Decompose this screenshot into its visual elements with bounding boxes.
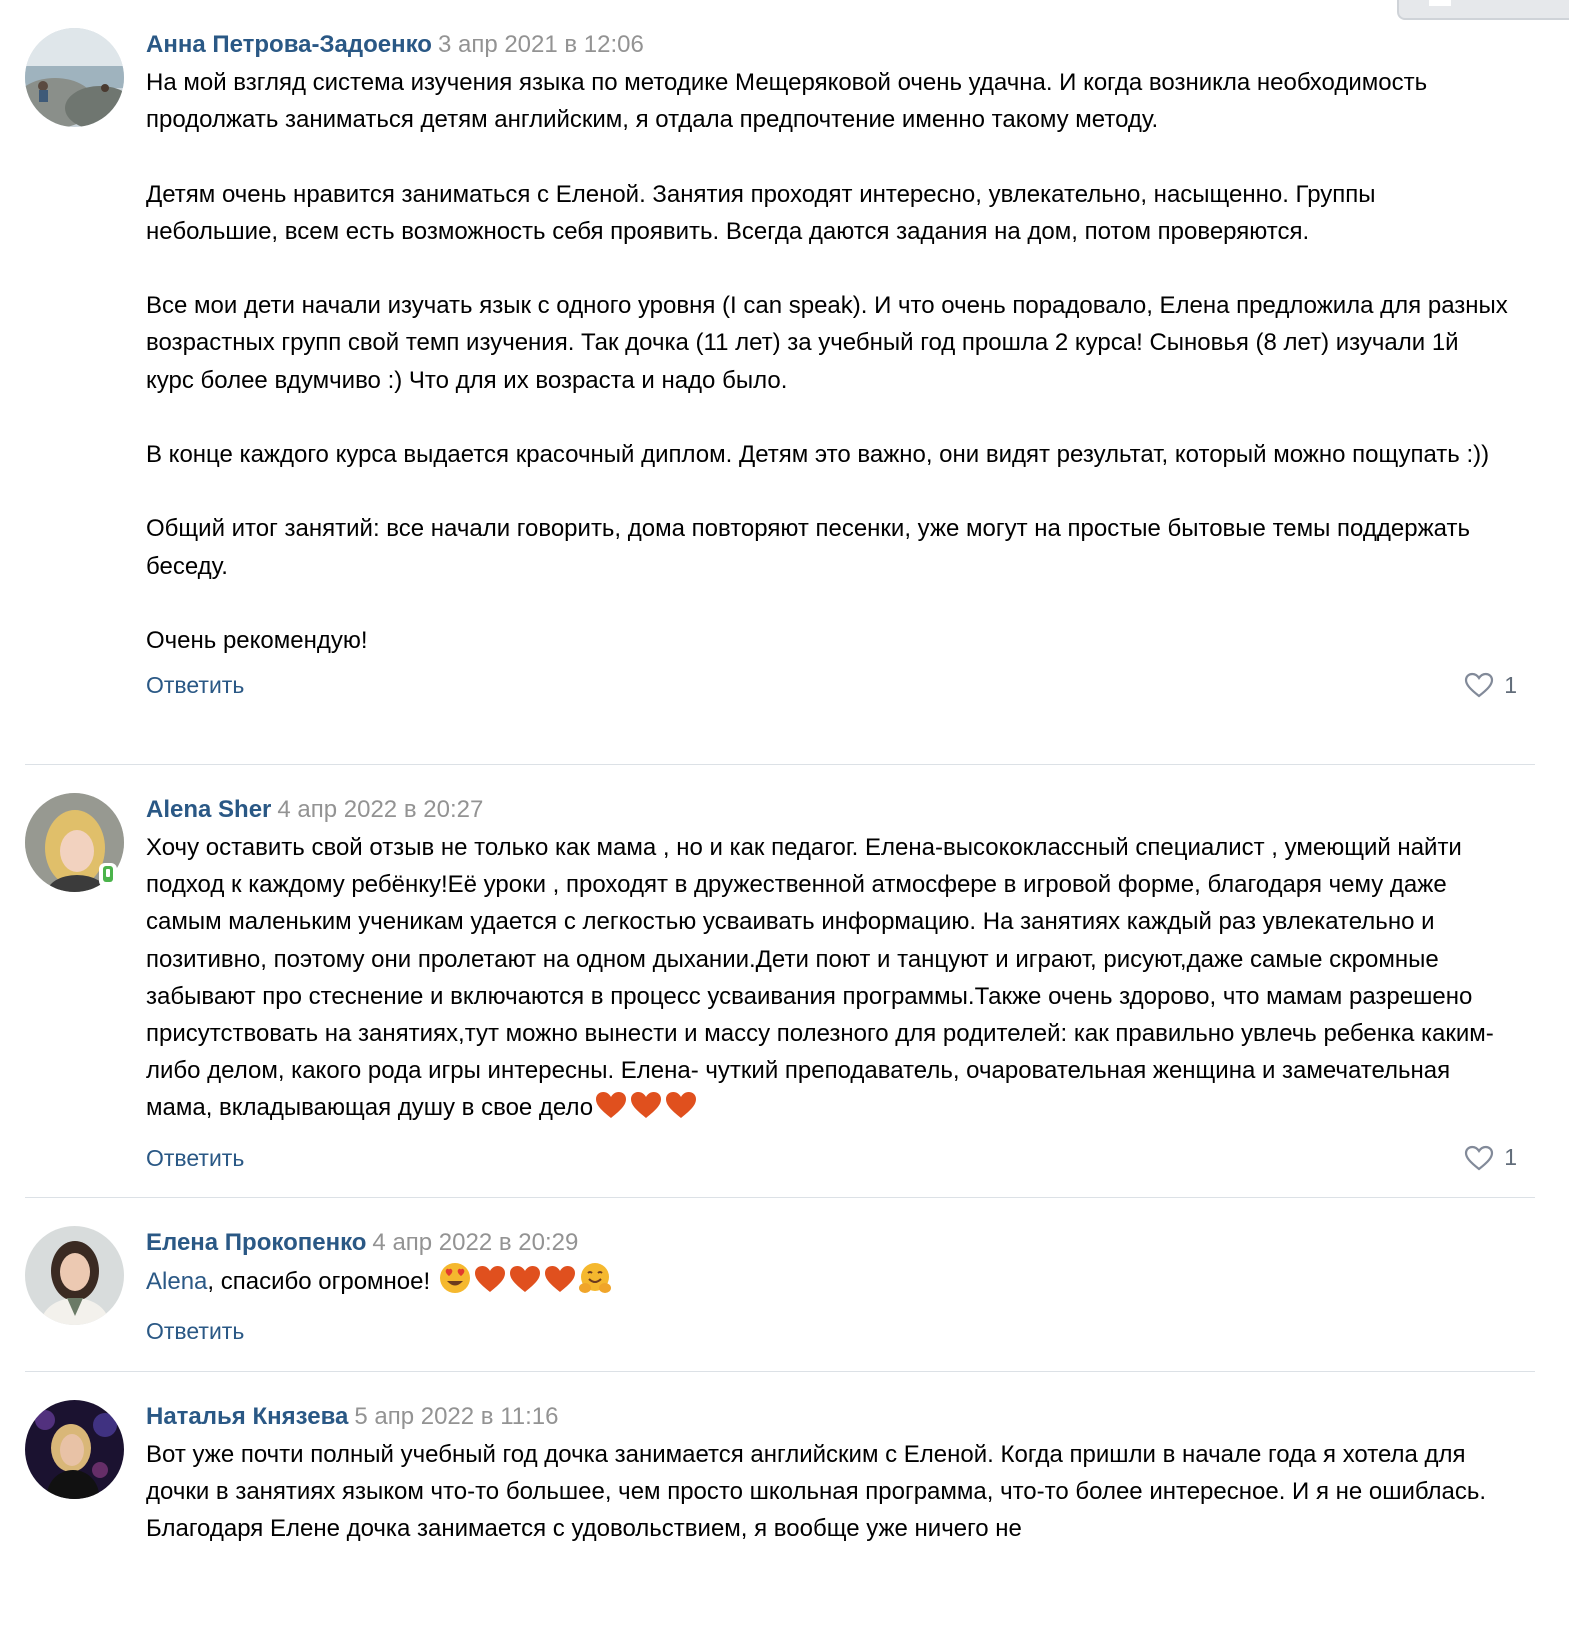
paragraph: Общий итог занятий: все начали говорить, дома повторяют песенки, уже могут на простые бытовые темы поддержать беседу. <box>146 515 1477 580</box>
paragraph: Все мои дети начали изучать язык с одного уровня (I can speak). И что очень порадовало, Елена предложила для разных возрастных групп свой темп изучения. Так дочка (11 лет) за учебный год прошла 2 курса! Сыновья (8 лет) изучали 1й курс более вдумчиво :) Что для их возраста и надо было. <box>146 292 1515 394</box>
like-button[interactable] <box>1464 665 1517 705</box>
comment <box>25 0 1535 765</box>
comment <box>25 1372 1535 1632</box>
comment-text <box>146 64 1515 659</box>
hugging-face-emoji-icon <box>578 1262 612 1305</box>
heart-eyes-emoji-icon <box>438 1262 472 1305</box>
paragraph: Очень рекомендую! <box>146 627 368 655</box>
like-button[interactable] <box>1464 1138 1517 1178</box>
paragraph: Детям очень нравится заниматься с Еленой. Занятия проходят интересно, увлекательно, насыщенно. Группы небольшие, всем есть возможность себя проявить. Всегда даются задания на дом, потом проверяются. <box>146 180 1383 245</box>
author-name[interactable]: Анна Петрова-Задоенко <box>146 31 432 58</box>
author-name[interactable]: Елена Прокопенко <box>146 1229 367 1256</box>
comment-text: Вот уже почти полный учебный год дочка занимается английским с Еленой. Когда пришли в начале года я хотела для дочки в занятиях языком что-то большее, чем просто школьная программа, что-то более интересное. И я не ошиблась. Благодаря Елене дочка занимается с удовольствием, я вообще уже ничего не <box>146 1441 1493 1543</box>
avatar[interactable] <box>25 28 124 127</box>
paragraph: На мой взгляд система изучения языка по методике Мещеряковой очень удачна. И когда возникла необходимость продолжать заниматься детям английским, я отдала предпочтение именно такому методу. <box>146 69 1434 134</box>
orange-heart-emoji-icon <box>629 1090 663 1131</box>
like-count: 1 <box>1504 1144 1517 1171</box>
like-count: 1 <box>1504 671 1517 698</box>
comment <box>25 765 1535 1198</box>
avatar[interactable] <box>25 1226 124 1325</box>
reply-link[interactable]: Ответить <box>146 672 245 699</box>
comment-date[interactable]: 5 апр 2022 в 11:16 <box>354 1403 559 1430</box>
comment-date[interactable]: 4 апр 2022 в 20:27 <box>277 796 484 823</box>
comment-text <box>146 829 1511 1132</box>
online-mobile-icon <box>99 863 117 887</box>
heart-outline-icon <box>1464 672 1494 698</box>
comment <box>25 1198 1535 1372</box>
paragraph: В конце каждого курса выдается красочный диплом. Детям это важно, они видят результат, который можно пощупать :)) <box>146 441 1490 469</box>
comment-date[interactable]: 3 апр 2021 в 12:06 <box>437 31 644 58</box>
mention-link[interactable]: Alena <box>146 1268 208 1295</box>
comment-date[interactable]: 4 апр 2022 в 20:29 <box>372 1229 579 1256</box>
reply-link[interactable]: Ответить <box>146 1144 245 1171</box>
orange-heart-emoji-icon <box>508 1264 542 1305</box>
orange-heart-emoji-icon <box>473 1264 507 1305</box>
comment-text <box>146 1262 1511 1305</box>
orange-heart-emoji-icon <box>664 1090 698 1131</box>
author-name[interactable]: Alena Sher <box>146 796 272 823</box>
comment-text-content: Хочу оставить свой отзыв не только как мама , но и как педагог. Елена-высококлассный специалист , умеющий найти подход к каждому ребёнку!Её уроки , проходят в дружественной атмосфере в игровой форме, благодаря чему даже самым маленьким ученикам удается с легкостью усваивать информацию. На занятиях каждый раз увлекательно и позитивно, поэтому они пролетают на одном дыхании.Дети поют и танцуют и играют, рисуют,даже самые скромные забывают про стеснение и включаются в процесс усваивания программы.Также очень здорово, что мамам разрешено присутствовать на занятиях,тут можно вынести и массу полезного для родителей: как правильно увлечь ребенка каким-либо делом, какого рода игры интересны. Елена- чуткий преподаватель, очаровательная женщина и замечательная мама, вкладывающая душу в свое дело <box>146 834 1494 1122</box>
reply-link[interactable]: Ответить <box>146 1318 245 1345</box>
author-name[interactable]: Наталья Князева <box>146 1403 349 1430</box>
orange-heart-emoji-icon <box>543 1264 577 1305</box>
avatar[interactable] <box>25 1400 124 1499</box>
orange-heart-emoji-icon <box>594 1090 628 1131</box>
heart-outline-icon <box>1464 1145 1494 1171</box>
comment-text-content: , спасибо огромное! <box>207 1268 437 1295</box>
